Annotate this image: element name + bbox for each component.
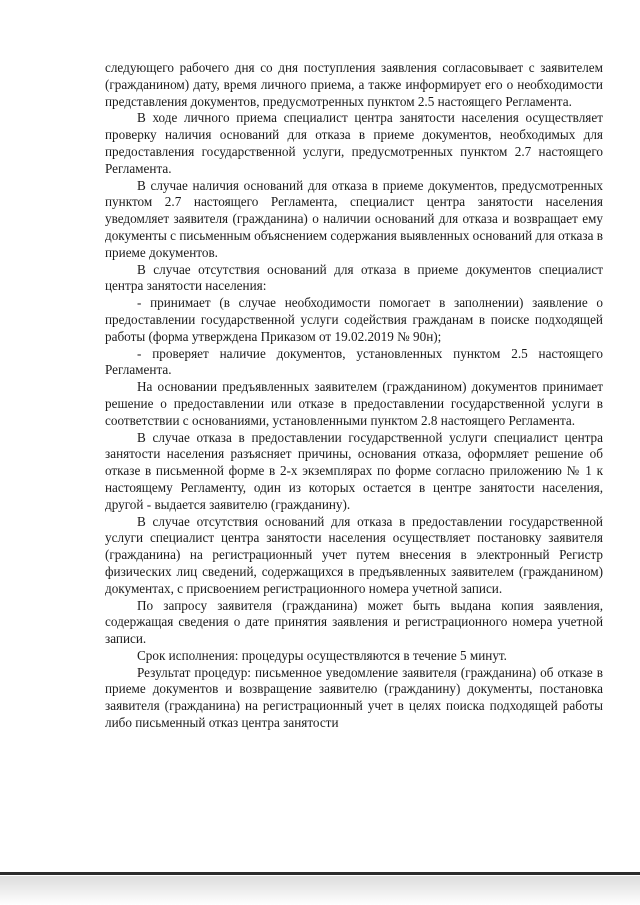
paragraph: Срок исполнения: процедуры осуществляются в течение 5 минут. [137,647,507,663]
paragraph: В случае наличия оснований для отказа в приеме документов, предусмотренных пунктом 2.7 настоящего Регламента, специалист центра занятости населения уведомляет заявителя (гражданина) о наличии оснований для отказа и возвращает ему документы с письменным объяснением содержания выявленных оснований для отказа в приеме документов. [105,177,603,260]
scan-edge-line [0,872,640,875]
document-body [105,60,603,732]
paragraph: В случае отказа в предоставлении государственной услуги специалист центра занятости населения разъясняет причины, основания отказа, оформляет решение об отказе в письменной форме в 2-х экземплярах по форме согласно приложению № 1 к настоящему Регламенту, один из которых остается в центре занятости населения, другой - выдается заявителю (гражданину). [105,429,603,512]
paragraph-continuation: следующего рабочего дня со дня поступления заявления согласовывает с заявителем (гражданином) дату, время личного приема, а также информирует его о необходимости представления документов, предусмотренных пунктом 2.5 настоящего Регламента. [105,60,603,109]
paragraph: В ходе личного приема специалист центра занятости населения осуществляет проверку наличия оснований для отказа в приеме документов, необходимых для предоставления государственной услуги, предусмотренных пунктом 2.7 настоящего Регламента. [105,110,603,176]
paragraph: По запросу заявителя (гражданина) может быть выдана копия заявления, содержащая сведения о дате принятия заявления и регистрационного номера учетной записи. [105,597,603,647]
list-item: - принимает (в случае необходимости помогает в заполнении) заявление о предоставлении государственной услуги содействия гражданам в поиске подходящей работы (форма утверждена Приказом от 19.02.2019 № 90н); [105,295,603,344]
paragraph: На основании предъявленных заявителем (гражданином) документов принимает решение о предоставлении или отказе в предоставлении государственной услуги в соответствии с основаниями, установленными пунктом 2.8 настоящего Регламента. [105,379,603,428]
paragraph: В случае отсутствия оснований для отказа в приеме документов специалист центра занятости населения: [105,261,603,294]
scan-edge-shadow [0,876,640,905]
paragraph: В случае отсутствия оснований для отказа в предоставлении государственной услуги специалист центра занятости населения осуществляет постановку заявителя (гражданина) на регистрационный учет путем внесения в электронный Регистр физических лиц сведений, содержащихся в предъявленных заявителем (гражданином) документах, с присвоением регистрационного номера учетной записи. [105,513,603,596]
list-item: - проверяет наличие документов, установленных пунктом 2.5 настоящего Регламента. [105,345,603,378]
paragraph: Результат процедур: письменное уведомление заявителя (гражданина) об отказе в приеме документов и возвращение заявителю (гражданину) документы, постановка заявителя (гражданина) на регистрационный учет в целях поиска подходящей работы либо письменный отказ центра занятости [105,664,603,731]
